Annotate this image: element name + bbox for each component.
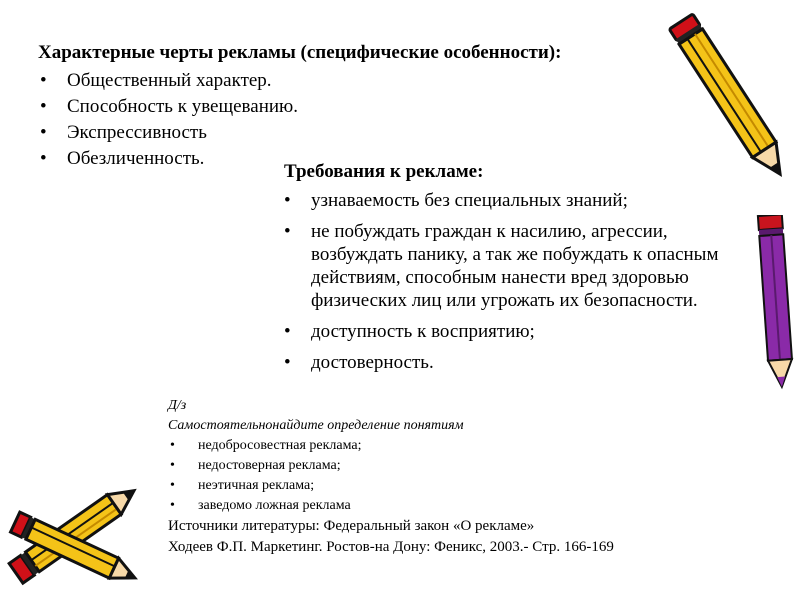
list-item: • неэтичная реклама; (168, 476, 728, 496)
source-line: Ходеев Ф.П. Маркетинг. Ростов-на Дону: Феникс, 2003.- Стр. 166-169 (168, 539, 614, 555)
list-item: • Экспрессивность (38, 120, 678, 146)
features-list (38, 68, 678, 172)
list-item: • недостоверная реклама; (168, 456, 728, 476)
requirements-list (282, 189, 752, 374)
list-item: • Общественный характер. (38, 68, 678, 94)
homework-task: Самостоятельнонайдите определение понятиям (168, 418, 464, 433)
list-item: • доступность к восприятию; (282, 320, 752, 343)
source-line: Источники литературы: Федеральный закон «О рекламе» (168, 518, 535, 534)
list-item: • заведомо ложная реклама (168, 496, 728, 516)
list-item: • не побуждать граждан к насилию, агрессии, возбуждать панику, а так же побуждать к опасным действиям, способным нанести вред здоровью физических лиц или угрожать их безопасности. (282, 220, 752, 312)
requirements-block (282, 160, 752, 382)
requirements-heading: Требования к рекламе: (284, 161, 484, 182)
list-item: • Обезличенность. (38, 146, 678, 172)
pencil-icon (752, 215, 800, 390)
homework-label: Д/з (168, 398, 187, 413)
list-item: • узнаваемость без специальных знаний; (282, 189, 752, 212)
list-item: • недобросовестная реклама; (168, 436, 728, 456)
features-block (38, 40, 678, 172)
homework-list (168, 436, 728, 516)
pencil-icon (5, 500, 145, 600)
homework-block (168, 396, 728, 558)
features-heading: Характерные черты рекламы (специфические особенности): (38, 42, 562, 63)
list-item: • Способность к увещеванию. (38, 94, 678, 120)
list-item: • достоверность. (282, 351, 752, 374)
